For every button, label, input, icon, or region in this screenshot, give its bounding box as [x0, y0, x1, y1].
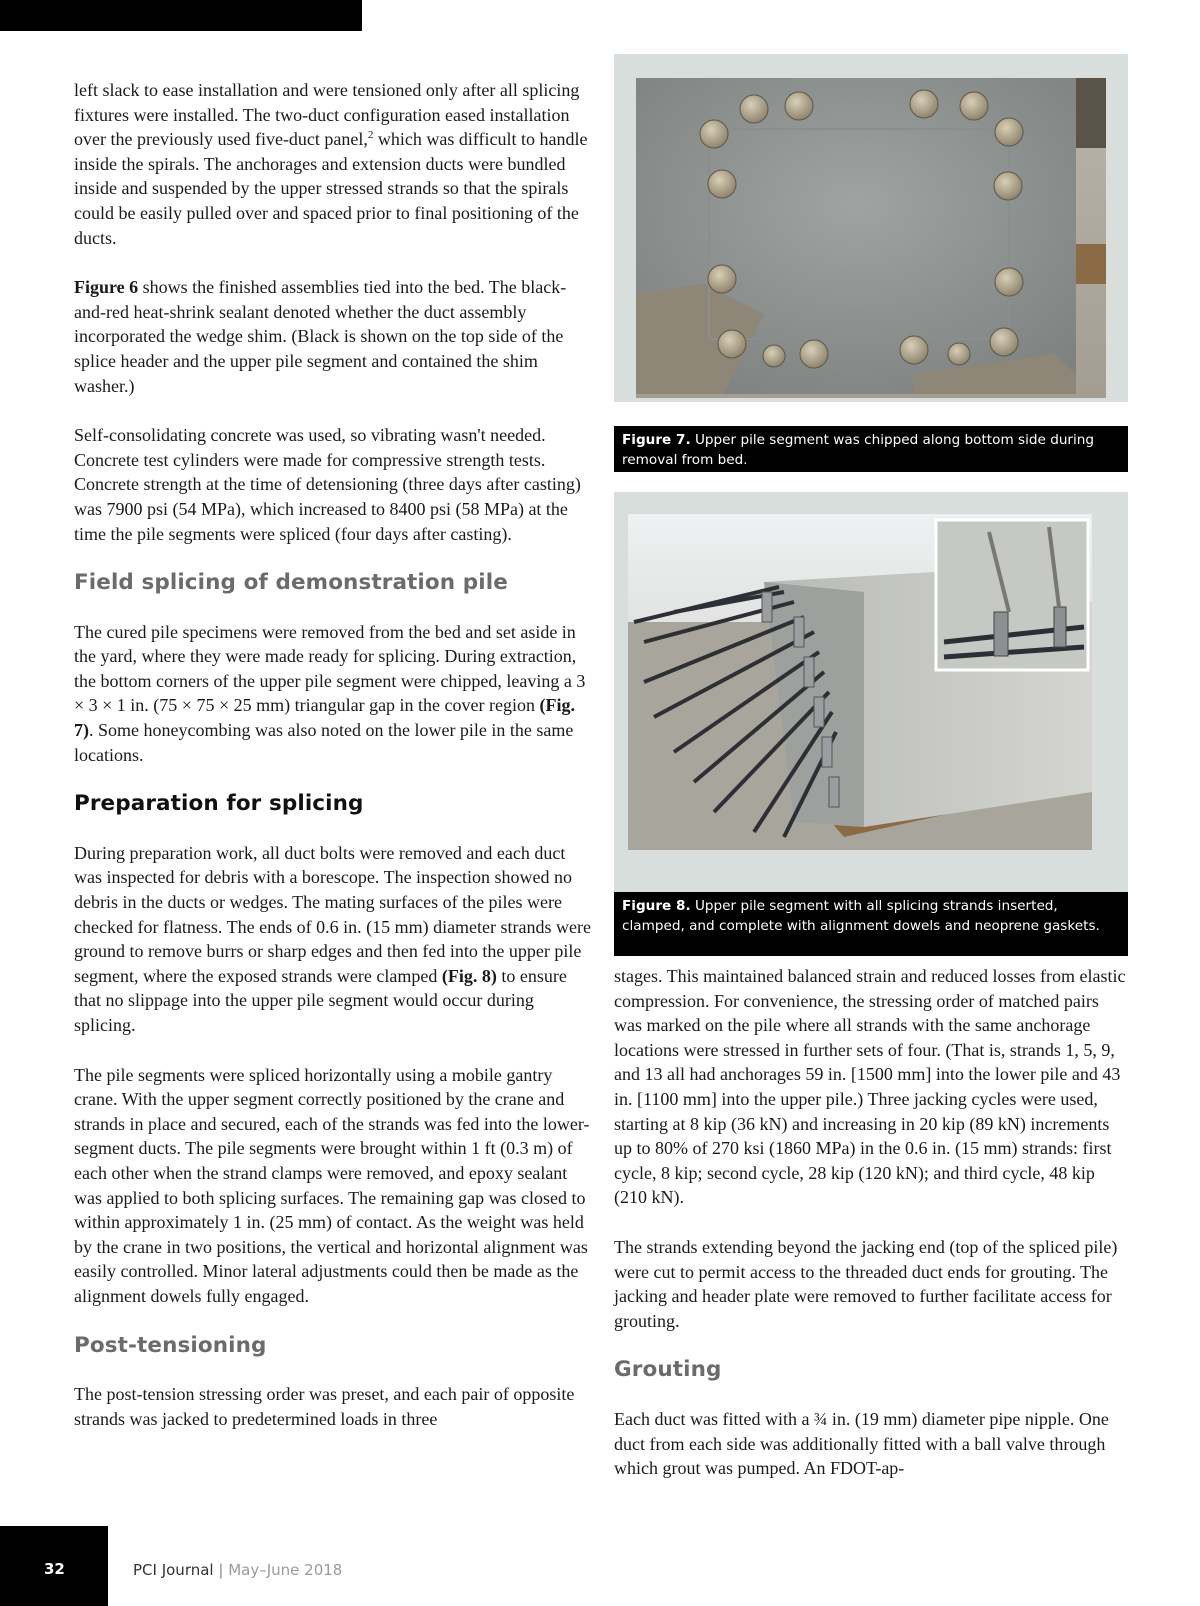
paragraph: left slack to ease installation and were tensioned only after all splicing fixtures were installed. The two-duct configuration eased installation over the previously used five-duct panel,$^2$ which was difficult to handle inside the spirals. The anchorages and extension ducts were bundled inside and suspended by the upper stressed strands so that the spirals could be easily pulled over and spaced prior to final positioning of the ducts. — [74, 80, 588, 248]
figure-8-photo — [614, 492, 1128, 892]
paragraph: The strands extending beyond the jacking end (top of the spliced pile) were cut to permit access to the threaded duct ends for grouting. The jacking and header plate were removed to further facilitate access for grouting. — [614, 1236, 1118, 1331]
paragraph: stages. This maintained balanced strain and reduced losses from elastic compression. For convenience, the stressing order of matched pairs was marked on the pile where all strands with the same anchorage locations were stressed in further sets of four. (That is, strands 1, 5, 9, and 13 all had anchorages 59 in. [1500 mm] into the lower pile and 43 in. [1100 mm] into the upper pile.) Three jacking cycles were used, starting at 8 kip (36 kN) and increasing in 20 kip (89 kN) increments up to 80% of 270 ksi (1860 MPa) in the 0.6 in. (15 mm) strands: first cycle, 8 kip; second cycle, 28 kip (120 kN); and third cycle, 48 kip (210 kN). — [614, 966, 1126, 1208]
figure-reference: (Fig. 8) — [441, 965, 497, 986]
page-number: 32 — [0, 1526, 108, 1606]
section-heading: Post-tensioning — [74, 1332, 267, 1358]
figure-7-caption: Figure 7. Upper pile segment was chipped along bottom side during removal from bed. — [614, 426, 1128, 472]
paragraph: Each duct was fitted with a ¾ in. (19 mm) diameter pipe nipple. One duct from each side was additionally fitted with a ball valve through which grout was pumped. An FDOT-ap- — [614, 1408, 1109, 1479]
section-heading: Field splicing of demonstration pile — [74, 570, 508, 596]
reference-superscript: 2 — [367, 129, 374, 142]
paragraph: Self-consolidating concrete was used, so vibrating wasn't needed. Concrete test cylinders were made for compressive strength tests. Concrete strength at the time of detensioning (three days after casting) was 7900 psi (54 MPa), which increased to 8400 psi (58 MPa) at the time the pile segments were spliced (four days after casting). — [74, 425, 581, 544]
section-heading: Preparation for splicing — [74, 791, 364, 817]
paragraph: The pile segments were spliced horizontally using a mobile gantry crane. With the upper segment correctly positioned by the crane and strands in place and secured, each of the strands was fed into the lower-segment ducts. The pile segments were brought within 1 ft (0.3 m) of each other when the strand clamps were removed, and epoxy sealant was applied to both splicing surfaces. The remaining gap was closed to within approximately 1 in. (25 mm) of contact. As the weight was held by the crane in two positions, the vertical and horizontal alignment was easily controlled. Minor lateral adjustments could then be made as the alignment dowels fully engaged. — [74, 1064, 590, 1306]
figure-reference: (Fig. 7) — [74, 695, 576, 741]
journal-name: PCI Journal — [133, 1561, 214, 1579]
header-bar — [0, 0, 362, 31]
paragraph: During preparation work, all duct bolts were removed and each duct was inspected for debris with a borescope. The inspection showed no debris in the ducts or wedges. The mating surfaces of the piles were checked for flatness. The ends of 0.6 in. (15 mm) diameter strands were ground to remove burrs or sharp edges and then fed into the upper pile segment, where the exposed strands were clamped (Fig. 8) to ensure that no slippage into the upper pile segment would occur during splicing. — [74, 842, 591, 1035]
section-heading: Grouting — [614, 1357, 722, 1383]
paragraph: The cured pile specimens were removed from the bed and set aside in the yard, where they were made ready for splicing. During extraction, the bottom corners of the upper pile segment were chipped, leaving a 3 × 3 × 1 in. (75 × 75 × 25 mm) triangular gap in the cover region (Fig. 7). Some honeycombing was also noted on the lower pile in the same locations. — [74, 621, 586, 765]
paragraph: The post-tension stressing order was preset, and each pair of opposite strands was jacked to predetermined loads in three — [74, 1384, 575, 1429]
figure-reference: Figure 6 — [74, 277, 139, 298]
right-column — [614, 964, 1128, 1506]
left-column — [74, 78, 592, 1456]
footer-journal — [133, 1561, 342, 1579]
footer-separator: | — [218, 1561, 224, 1579]
figure-8-caption: Figure 8. Upper pile segment with all splicing strands inserted, clamped, and complete with alignment dowels and neoprene gaskets. — [614, 892, 1128, 956]
paragraph: Figure 6 shows the finished assemblies tied into the bed. The black-and-red heat-shrink sealant denoted whether the duct assembly incorporated the wedge shim. (Black is shown on the top side of the splice header and the upper pile segment and contained the shim washer.) — [74, 277, 567, 396]
figure-7 — [614, 54, 1128, 402]
figure-7-photo — [614, 54, 1128, 402]
issue-date: May–June 2018 — [228, 1561, 343, 1579]
figure-8 — [614, 492, 1128, 892]
